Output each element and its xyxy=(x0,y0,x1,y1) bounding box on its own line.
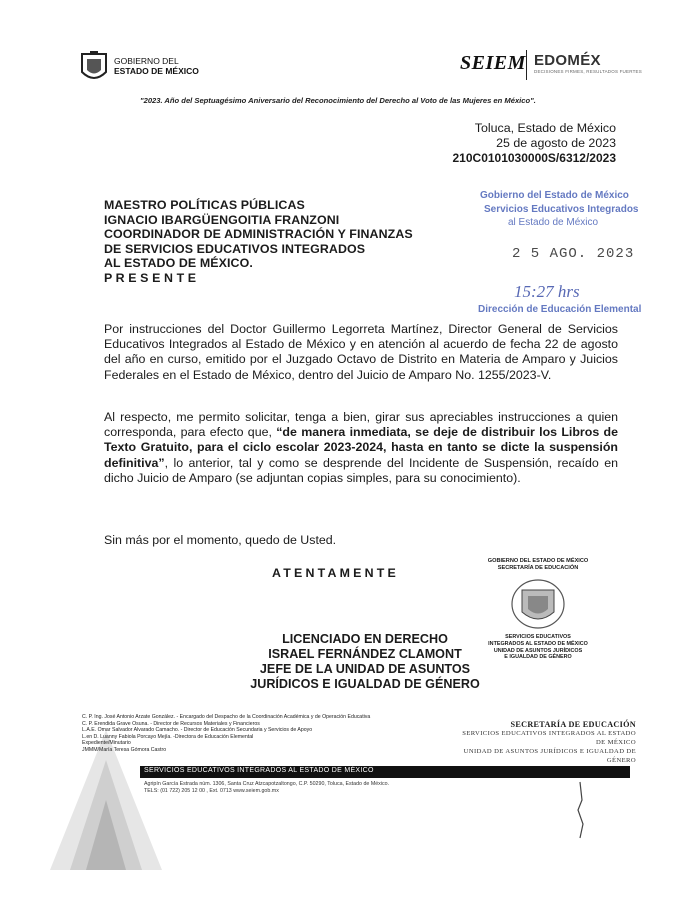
addressee-name: IGNACIO IBARGÜENGOITIA FRANZONI xyxy=(104,212,340,227)
place-date-block xyxy=(453,121,617,166)
place: Toluca, Estado de México xyxy=(474,121,616,135)
year-legend: "2023. Año del Septuagésimo Aniversario del Reconocimiento del Derecho al Voto de las Mujeres en México". xyxy=(140,96,536,105)
seal-bottom-1: SERVICIOS EDUCATIVOS xyxy=(505,634,571,640)
secretaria-title: SECRETARÍA DE EDUCACIÓN xyxy=(510,720,636,729)
seal-top-1: GOBIERNO DEL ESTADO DE MÉXICO xyxy=(487,558,589,564)
date: 25 de agosto de 2023 xyxy=(496,136,616,150)
footer-address-line-1: Agripín García Estrada núm. 1306, Santa Cruz Atzcapotzaltongo, C.P. 50290, Toluca, Estado de México. xyxy=(144,781,390,787)
edomex-logo: EDOMÉX xyxy=(534,52,601,69)
footer-address-line-2: TELS: (01 722) 205 12 00 , Ext. 0713 www.seiem.gob.mx xyxy=(144,788,279,794)
cc-row: C. P. Ing. José Antonio Arzate González. - Encargado del Despacho de la Coordinación Académica y de Operación Educativa xyxy=(82,714,371,720)
stamp-date: 2 5 AGO. 2023 xyxy=(512,246,635,262)
cc-row: C. P. Erendida Grave Osuna. - Director de Recursos Materiales y Financieros xyxy=(82,720,260,727)
stamp-department: Dirección de Educación Elemental xyxy=(478,304,642,315)
cc-row: L.en D. Luanny Fabiola Porcayo Mejía. -Directora de Educación Elemental xyxy=(82,733,254,740)
seal-bottom-2: INTEGRADOS AL ESTADO DE MÉXICO xyxy=(488,640,588,647)
seiem-logo: SEIEM xyxy=(460,52,526,74)
footer-address xyxy=(144,781,389,795)
signature-block xyxy=(234,632,496,692)
reference-number: 210C0101030000S/6312/2023 xyxy=(452,151,616,165)
addressee-title: MAESTRO POLÍTICAS PÚBLICAS xyxy=(104,198,305,212)
scan-mark-icon xyxy=(570,780,590,840)
reception-stamp xyxy=(474,190,642,330)
state-coat-of-arms-logo xyxy=(78,50,110,86)
secretaria-line-3: UNIDAD DE ASUNTOS JURÍDICOS E IGUALDAD DE GÉNERO xyxy=(463,748,636,764)
stamp-line-1: Gobierno del Estado de México xyxy=(480,190,629,201)
footer-bar xyxy=(140,766,630,778)
p2-text-b: , lo anterior, tal y como se desprende del Incidente de Suspensión, recaído en dicho Juicio de Amparo (se adjuntan copias simples, para su conocimiento). xyxy=(104,455,618,485)
cc-list xyxy=(82,714,370,754)
stamp-line-3: al Estado de México xyxy=(508,217,599,228)
signer-position-1: JEFE DE LA UNIDAD DE ASUNTOS xyxy=(259,662,471,676)
cc-row: JMMM/María Teresa Gómora Castro xyxy=(82,746,167,753)
atentamente: ATENTAMENTE xyxy=(272,566,399,580)
footer-bar-text: SERVICIOS EDUCATIVOS INTEGRADOS AL ESTADO DE MÉXICO xyxy=(144,767,374,774)
body-paragraph-2 xyxy=(104,410,618,486)
seal-top-2: SECRETARÍA DE EDUCACIÓN xyxy=(497,565,579,571)
cc-row: Expediente/Minutario xyxy=(82,740,131,747)
seal-bottom-4: E IGUALDAD DE GÉNERO xyxy=(504,654,572,661)
gov-line-1: GOBIERNO DEL xyxy=(114,56,179,66)
government-name xyxy=(114,56,199,76)
stamp-time: 15:27 hrs xyxy=(514,282,580,301)
official-seal-stamp xyxy=(484,558,604,688)
signer-position-2: JURÍDICOS E IGUALDAD DE GÉNERO xyxy=(250,677,480,691)
signer-degree: LICENCIADO EN DERECHO xyxy=(282,632,448,646)
addressee-position: COORDINADOR DE ADMINISTRACIÓN Y FINANZAS xyxy=(104,227,413,242)
addressee-org-2: AL ESTADO DE MÉXICO. xyxy=(104,256,253,271)
signer-name: ISRAEL FERNÁNDEZ CLAMONT xyxy=(268,647,462,661)
body-paragraph-3: Sin más por el momento, quedo de Usted. xyxy=(104,533,337,547)
addressee-org-1: DE SERVICIOS EDUCATIVOS INTEGRADOS xyxy=(104,241,366,256)
cc-row: L.A.E. Omar Salvador Alvarado Camacho. - Director de Educación Secundaria y Servicios de Apoyo xyxy=(82,727,313,734)
stamp-line-2: Servicios Educativos Integrados xyxy=(484,204,639,215)
body-paragraph-1: Por instrucciones del Doctor Guillermo Legorreta Martínez, Director General de Servicios Educativos Integrados al Estado de México y en atención al acuerdo de fecha 22 de agosto del año en curso, emitido por el Juzgado Octavo de Distrito en Materia de Amparo y Juicios Federales en el Estado de México, dentro del Juicio de Amparo No. 1255/2023-V. xyxy=(104,322,618,382)
seal-bottom-text xyxy=(484,634,592,661)
seal-bottom-3: UNIDAD DE ASUNTOS JURÍDICOS xyxy=(493,647,583,654)
gov-line-2: ESTADO DE MÉXICO xyxy=(114,66,199,76)
seal-top-text xyxy=(484,558,592,572)
addressee-block xyxy=(104,198,413,286)
header-divider xyxy=(526,50,527,80)
edomex-slogan: DECISIONES FIRMES, RESULTADOS FUERTES xyxy=(534,69,642,74)
p2-highlight: “de manera inmediata, se deje de distribuir los Libros de Texto Gratuito, para el ciclo escolar 2023-2024, hasta en tanto se dicte la suspensión definitiva” xyxy=(104,425,618,470)
presente: P R E S E N T E xyxy=(104,270,197,285)
secretaria-block xyxy=(460,720,636,765)
p2-text-a: Al respecto, me permito solicitar, tenga a bien, girar sus apreciables instrucciones a quien corresponda, para efecto que, xyxy=(104,410,618,440)
seal-emblem-icon xyxy=(508,576,568,632)
secretaria-line-2: SERVICIOS EDUCATIVOS INTEGRADOS AL ESTADO DE MÉXICO xyxy=(462,730,636,746)
